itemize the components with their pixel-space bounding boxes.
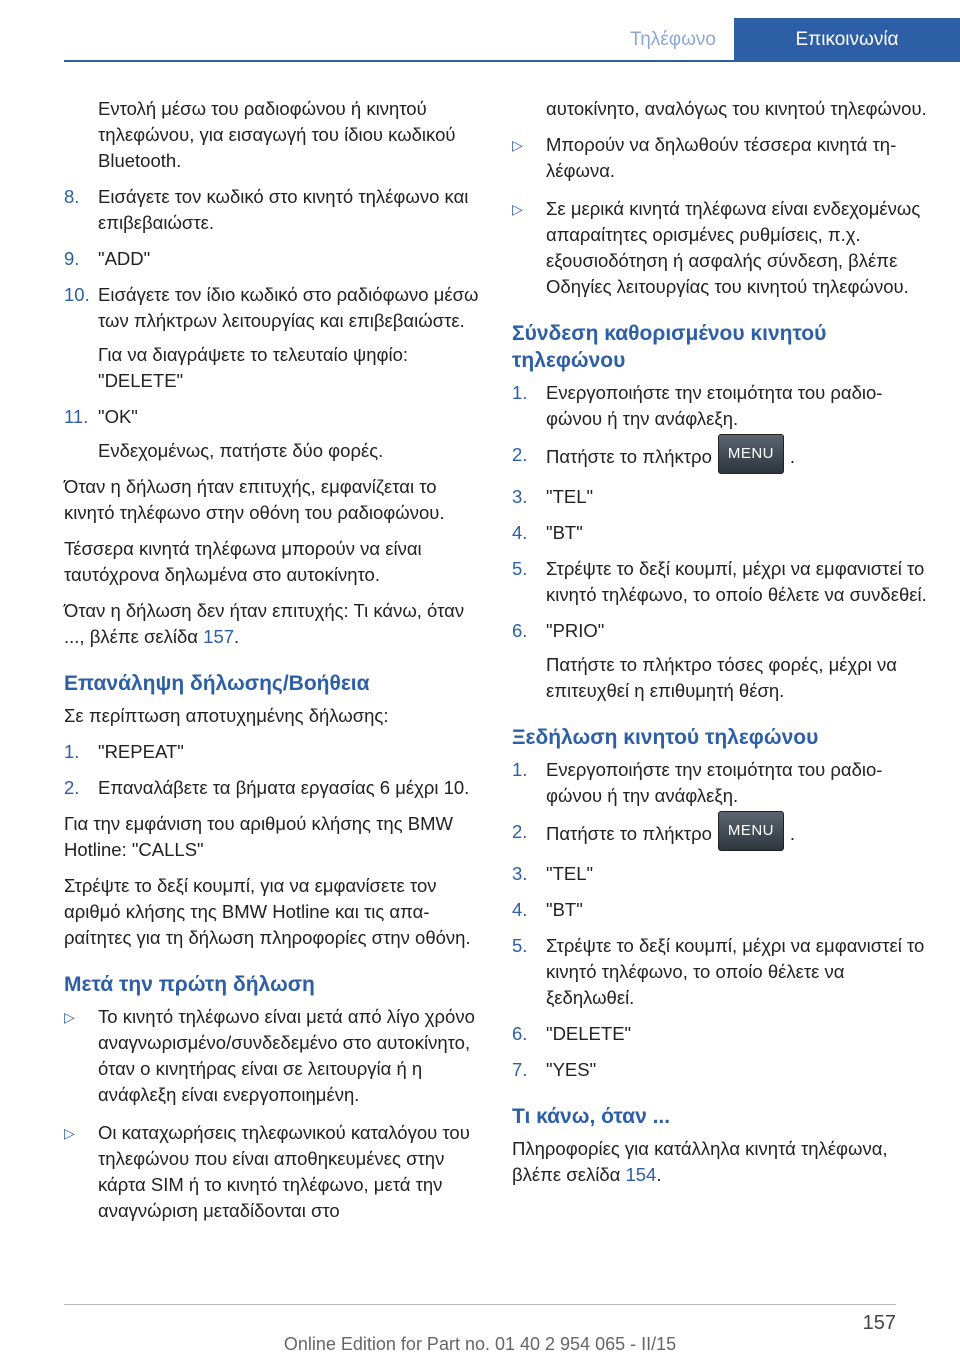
list-item — [512, 442, 932, 474]
list-item — [64, 184, 482, 236]
triangle-bullet-icon: ▷ — [512, 201, 523, 217]
list-item — [512, 819, 932, 851]
item-text: "TEL" — [546, 863, 594, 884]
list-item — [512, 380, 932, 432]
item-text: "PRIO" — [546, 620, 605, 641]
paragraph: Στρέψτε το δεξί κουμπί, για να εμφανίσετε τον αριθμό κλήσης της BMW Hotline και τις απαραίτητες για τη δήλωση πληροφορίες στην οθόνη. — [64, 875, 471, 948]
page-number: 157 — [862, 1312, 896, 1334]
item-text: "OK" — [98, 406, 138, 427]
item-number: 9. — [64, 248, 80, 269]
paragraph: Όταν η δήλωση δεν ήταν επιτυχής: Τι κάνω, όταν ..., βλέπε σελίδα 157. — [64, 600, 465, 647]
item-text: "BT" — [546, 522, 583, 543]
list-item — [512, 484, 932, 510]
page-link[interactable]: 157 — [203, 626, 235, 647]
item-number: 2. — [512, 821, 528, 842]
list-item — [512, 520, 932, 546]
left-column — [64, 96, 482, 1236]
page-header — [64, 18, 960, 62]
intro-text: Εντολή μέσω του ραδιοφώνου ή κινητού τηλεφώνου, για εισαγωγή του ίδιου κωδικού Bluetooth. — [98, 98, 456, 171]
item-number: 4. — [512, 899, 528, 920]
bullet-text: Το κινητό τηλέφωνο είναι μετά από λίγο χρόνο αναγνωρισμένο/συνδεδεμένο στο αυτοκίνητο, όταν ο κινητήρας είναι σε λειτουργία ή η ανάφλεξη είναι ενεργοποιημένη. — [98, 1006, 475, 1105]
item-number: 4. — [512, 522, 528, 543]
item-number: 10. — [64, 284, 90, 305]
paragraph: Για την εμφάνιση του αριθμού κλήσης της BMW Hotline: "CALLS" — [64, 813, 453, 860]
item-number: 1. — [512, 382, 528, 403]
section-heading: Μετά την πρώτη δήλωση — [64, 973, 315, 996]
list-item — [512, 1021, 932, 1047]
item-number: 3. — [512, 486, 528, 507]
section-heading: Σύνδεση καθορισμένου κινητού τηλεφώνου — [512, 322, 827, 372]
menu-button-icon: MENU — [718, 811, 784, 851]
list-item — [512, 861, 932, 887]
item-number: 7. — [512, 1059, 528, 1080]
item-text: Ενεργοποιήστε την ετοιμότητα του ραδιοφώνου ή την ανάφλεξη. — [546, 382, 883, 429]
item-number: 1. — [512, 759, 528, 780]
list-item — [64, 282, 482, 394]
item-text: Εισάγετε τον ίδιο κωδικό στο ραδιόφωνο μέσω των πλήκτρων λειτουργίας και επιβεβαιώστε. — [98, 284, 479, 331]
tab-telephone[interactable]: Τηλέφωνο — [630, 29, 716, 50]
header-rule — [64, 60, 960, 62]
item-number: 1. — [64, 741, 80, 762]
section-heading: Επανάληψη δήλωσης/Βοήθεια — [64, 672, 370, 695]
section-heading: Ξεδήλωση κινητού τηλεφώνου — [512, 726, 819, 749]
bullet-text: Μπορούν να δηλωθούν τέσσερα κινητά τηλέφωνα. — [546, 134, 897, 181]
right-column — [512, 96, 932, 1198]
menu-button-icon: MENU — [718, 434, 784, 474]
item-text: Ενεργοποιήστε την ετοιμότητα του ραδιοφώνου ή την ανάφλεξη. — [546, 759, 883, 806]
page-link[interactable]: 154 — [625, 1164, 657, 1185]
item-text: "BT" — [546, 899, 583, 920]
list-item — [512, 897, 932, 923]
list-item — [512, 757, 932, 809]
item-number: 2. — [512, 444, 528, 465]
item-text: "REPEAT" — [98, 741, 184, 762]
triangle-bullet-icon: ▷ — [512, 137, 523, 153]
list-item — [64, 739, 482, 765]
bullet-continuation: αυτοκίνητο, αναλόγως του κινητού τηλεφώνου. — [546, 98, 927, 119]
item-text: Στρέψτε το δεξί κουμπί, μέχρι να εμφανιστεί το κινητό τηλέφωνο, το οποίο θέλετε να ξεδηλωθεί. — [546, 935, 925, 1008]
item-number: 6. — [512, 1023, 528, 1044]
item-number: 5. — [512, 558, 528, 579]
bullet-text: Οι καταχωρήσεις τηλεφωνικού καταλόγου του τηλεφώνου που είναι αποθηκευμένες στην κάρτα SIM ή το κινητό τηλέφωνο, μετά την αναγνώριση μεταδίδονται στο — [98, 1122, 470, 1221]
item-subtext: Πατήστε το πλήκτρο τόσες φορές, μέχρι να επιτευχθεί η επιθυμητή θέση. — [546, 654, 897, 701]
item-number: 8. — [64, 186, 80, 207]
triangle-bullet-icon: ▷ — [64, 1009, 75, 1025]
item-number: 2. — [64, 777, 80, 798]
item-number: 3. — [512, 863, 528, 884]
triangle-bullet-icon: ▷ — [64, 1125, 75, 1141]
item-subtext: Ενδεχομένως, πατήστε δύο φορές. — [98, 440, 384, 461]
list-item — [64, 246, 482, 272]
item-text: Στρέψτε το δεξί κουμπί, μέχρι να εμφανιστεί το κινητό τηλέφωνο, το οποίο θέλετε να συνδεθεί. — [546, 558, 927, 605]
footer-rule — [64, 1304, 896, 1305]
paragraph: Όταν η δήλωση ήταν επιτυχής, εμφανίζεται το κινητό τηλέφωνο στην οθόνη του ραδιοφώνου. — [64, 476, 445, 523]
list-item — [512, 933, 932, 1011]
item-number: 11. — [64, 406, 89, 427]
bullet-item — [512, 132, 932, 184]
item-text: "ADD" — [98, 248, 151, 269]
item-number: 6. — [512, 620, 528, 641]
bullet-item — [512, 196, 932, 300]
bullet-item — [64, 1120, 482, 1224]
item-text: "TEL" — [546, 486, 594, 507]
tab-communication[interactable]: Επικοινωνία — [734, 18, 960, 62]
item-text: Πατήστε το πλήκτρο MENU . — [546, 819, 932, 851]
item-text: "DELETE" — [546, 1023, 632, 1044]
item-subtext: Για να διαγράψετε το τελευταίο ψηφίο: "DELETE" — [98, 344, 409, 391]
item-text: "YES" — [546, 1059, 597, 1080]
list-item — [512, 1057, 932, 1083]
paragraph: Τέσσερα κινητά τηλέφωνα μπορούν να είναι ταυτόχρονα δηλωμένα στο αυτοκίνητο. — [64, 538, 422, 585]
edition-footer: Online Edition for Part no. 01 40 2 954 065 - II/15 — [283, 1334, 677, 1354]
paragraph: Πληροφορίες για κατάλληλα κινητά τηλέφωνα, βλέπε σελίδα 154. — [512, 1138, 888, 1185]
list-item — [512, 618, 932, 704]
bullet-text: Σε μερικά κινητά τηλέφωνα είναι ενδεχομένως απαραίτητες ορισμένες ρυθμίσεις, π.χ. εξουσιοδότηση ή ασφαλής σύνδεση, βλέπε Οδηγίες λειτουργίας του κινητού τηλεφώνου. — [546, 198, 921, 297]
bullet-item — [64, 1004, 482, 1108]
list-item — [64, 775, 482, 801]
section-heading: Τι κάνω, όταν ... — [512, 1105, 671, 1128]
list-item — [512, 556, 932, 608]
item-text: Επαναλάβετε τα βήματα εργασίας 6 μέχρι 10. — [98, 777, 470, 798]
item-text: Εισάγετε τον κωδικό στο κινητό τηλέφωνο και επιβεβαιώστε. — [98, 186, 469, 233]
item-text: Πατήστε το πλήκτρο MENU . — [546, 442, 932, 474]
list-item — [64, 404, 482, 464]
item-number: 5. — [512, 935, 528, 956]
paragraph: Σε περίπτωση αποτυχημένης δήλωσης: — [64, 705, 389, 726]
